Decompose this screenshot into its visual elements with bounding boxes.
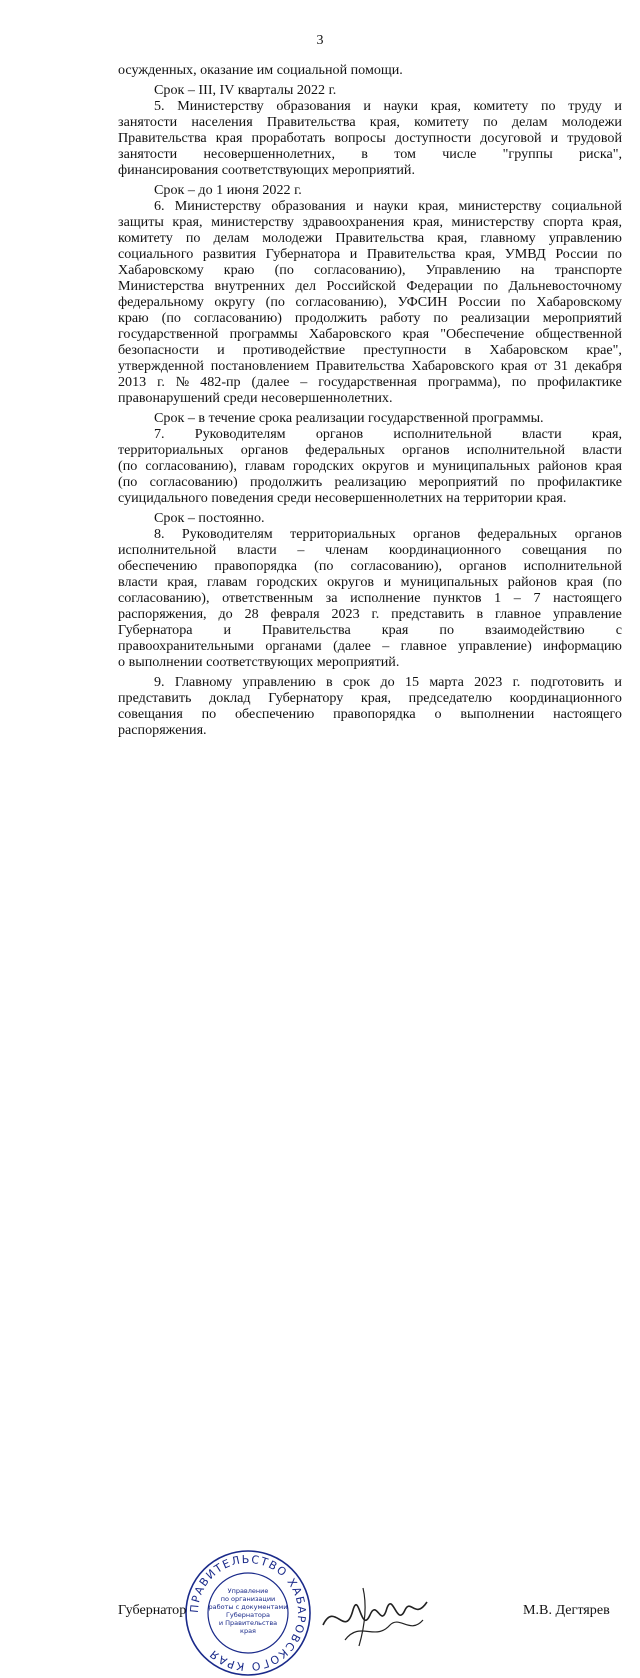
- seal-inner-line: Губернатора: [225, 1611, 271, 1619]
- word: Хабаровском: [489, 342, 568, 358]
- word: (по: [602, 574, 622, 590]
- word: в: [361, 146, 368, 162]
- word: края,: [369, 114, 400, 130]
- word: 2023: [474, 674, 503, 690]
- word: главам: [244, 458, 285, 474]
- text-line: [118, 230, 622, 246]
- word: (по: [118, 474, 138, 490]
- word: власти: [582, 442, 622, 458]
- word: программа),: [427, 374, 501, 390]
- text-line: [118, 474, 622, 490]
- text-line: [118, 246, 622, 262]
- word: (далее: [251, 374, 290, 390]
- signer-name: М.В. Дегтярев: [523, 1602, 610, 1618]
- word: 7: [533, 590, 541, 606]
- seal-inner-line: и Правительства: [218, 1619, 278, 1627]
- word: декабря: [574, 358, 622, 374]
- word: обеспечению: [118, 558, 198, 574]
- text-line: суицидального поведения среди несовершеннолетних на территории края.: [118, 490, 567, 506]
- word: по: [607, 246, 622, 262]
- word: пунктов: [433, 590, 482, 606]
- word: ответственным: [222, 590, 314, 606]
- word: занятости: [118, 146, 178, 162]
- text-line: [118, 214, 622, 230]
- word: программы: [229, 326, 298, 342]
- word: (по: [265, 294, 285, 310]
- word: доступности: [394, 130, 472, 146]
- seal-inner-line: Управление: [227, 1587, 269, 1595]
- word: и: [355, 198, 364, 214]
- word: –: [300, 374, 308, 390]
- word: органов: [402, 442, 450, 458]
- word: транспорте: [554, 262, 622, 278]
- word: Губернатору: [268, 690, 344, 706]
- seal-inner-line: работы с документами: [208, 1603, 288, 1611]
- word: профилактике: [537, 374, 622, 390]
- text-line: распоряжения.: [118, 722, 207, 738]
- word: работу: [380, 310, 421, 326]
- word: 2023: [331, 606, 360, 622]
- word: государственная: [318, 374, 417, 390]
- text-line: [118, 146, 622, 162]
- word: Правительства: [315, 358, 405, 374]
- word: округов: [327, 574, 375, 590]
- word: главное: [495, 606, 542, 622]
- text-line: [154, 526, 622, 542]
- word: "группы: [502, 146, 553, 162]
- text-line: Срок – постоянно.: [154, 510, 265, 526]
- word: районов: [507, 574, 557, 590]
- word: краю: [223, 262, 255, 278]
- word: Управлению: [425, 262, 501, 278]
- word: правоохранительными: [118, 638, 254, 654]
- signer-title: Губернатор: [118, 1602, 187, 1618]
- word: правопорядка: [333, 706, 416, 722]
- word: федеральному: [118, 294, 204, 310]
- text-line: [118, 638, 622, 654]
- word: реализацию: [334, 474, 407, 490]
- word: молодежи: [262, 230, 323, 246]
- word: (по: [161, 310, 181, 326]
- word: управление: [552, 606, 622, 622]
- word: городских: [292, 458, 354, 474]
- word: февраля: [270, 606, 320, 622]
- signature-block: [0, 780, 640, 1674]
- word: координационного: [509, 690, 622, 706]
- word: территориальных: [118, 442, 224, 458]
- word: г.: [157, 374, 165, 390]
- word: по: [511, 294, 526, 310]
- word: и: [614, 674, 622, 690]
- word: делам: [511, 114, 548, 130]
- word: №: [175, 374, 190, 390]
- word: края,: [465, 246, 496, 262]
- word: и: [416, 458, 425, 474]
- word: информацию: [543, 638, 622, 654]
- word: министерству: [211, 214, 294, 230]
- word: округов: [361, 458, 409, 474]
- word: науки: [383, 98, 419, 114]
- word: настоящего: [553, 706, 622, 722]
- text-line: [154, 674, 622, 690]
- word: продолжить: [250, 474, 323, 490]
- word: 8.: [154, 526, 165, 542]
- word: риска",: [578, 146, 622, 162]
- word: и: [349, 246, 358, 262]
- word: 7.: [154, 426, 165, 442]
- word: реализации: [460, 310, 530, 326]
- word: молодежи: [561, 114, 622, 130]
- word: представить: [391, 606, 465, 622]
- word: утвержденной: [118, 358, 204, 374]
- word: представить: [118, 690, 192, 706]
- word: согласованию),: [314, 262, 406, 278]
- word: профилактике: [537, 474, 622, 490]
- word: согласованию),: [145, 458, 237, 474]
- word: края: [215, 130, 243, 146]
- word: муниципальных: [432, 458, 531, 474]
- word: Министерству: [177, 98, 264, 114]
- text-line: Срок – до 1 июня 2022 г.: [154, 182, 302, 198]
- word: органов: [459, 558, 507, 574]
- word: комитету: [118, 230, 173, 246]
- text-line: [118, 590, 622, 606]
- word: защиты: [118, 214, 164, 230]
- word: спорта: [542, 214, 584, 230]
- word: районов: [538, 458, 588, 474]
- word: Дальневосточному: [508, 278, 622, 294]
- word: занятости: [118, 114, 178, 130]
- word: общественной: [535, 326, 622, 342]
- word: Главному: [174, 674, 233, 690]
- word: взаимодействию: [485, 622, 585, 638]
- word: –: [513, 590, 521, 606]
- text-line: финансирования соответствующих мероприятий.: [118, 162, 415, 178]
- word: и: [363, 98, 371, 114]
- text-line: [118, 262, 622, 278]
- word: и: [217, 342, 225, 358]
- word: по: [433, 310, 448, 326]
- word: до: [218, 606, 233, 622]
- word: распоряжения,: [118, 606, 207, 622]
- text-line: о выполнении соответствующих мероприятий.: [118, 654, 400, 670]
- word: городских: [256, 574, 318, 590]
- word: по: [607, 542, 622, 558]
- word: главам: [206, 574, 247, 590]
- word: исполнительной: [393, 426, 492, 442]
- word: (далее: [333, 638, 371, 654]
- word: и: [550, 130, 559, 146]
- word: развития: [202, 246, 257, 262]
- word: о: [434, 706, 442, 722]
- word: здравоохранения: [302, 214, 405, 230]
- word: выполнении: [460, 706, 535, 722]
- word: Хабаровскому: [118, 262, 204, 278]
- word: марта: [429, 674, 464, 690]
- seal-inner-line: по организации: [220, 1595, 276, 1603]
- word: и: [223, 622, 232, 638]
- word: Правительства: [335, 230, 425, 246]
- word: управление): [458, 638, 532, 654]
- word: и: [614, 98, 622, 114]
- word: края,: [360, 690, 392, 706]
- word: власти: [237, 542, 277, 558]
- word: "Обеспечение: [440, 326, 525, 342]
- word: от: [534, 358, 548, 374]
- text-line: [118, 458, 622, 474]
- word: мероприятий: [418, 474, 498, 490]
- word: (по: [274, 262, 294, 278]
- word: Правительства: [366, 246, 456, 262]
- word: социального: [118, 246, 194, 262]
- word: края: [566, 574, 594, 590]
- word: населения: [191, 114, 253, 130]
- text-line: Срок – III, IV кварталы 2022 г.: [154, 82, 337, 98]
- word: края: [402, 326, 430, 342]
- word: федеральных: [305, 442, 385, 458]
- word: несовершеннолетних,: [203, 146, 335, 162]
- word: края,: [591, 214, 622, 230]
- text-line: [118, 326, 622, 342]
- word: координационного: [388, 542, 502, 558]
- word: проработать: [251, 130, 326, 146]
- word: края,: [412, 214, 444, 230]
- handwritten-signature: [315, 1580, 435, 1650]
- word: по: [439, 622, 454, 638]
- word: края: [500, 358, 528, 374]
- word: продолжить: [294, 310, 368, 326]
- word: комитету: [414, 114, 469, 130]
- official-seal: [183, 1548, 313, 1678]
- word: членам: [325, 542, 369, 558]
- word: УФСИН: [397, 294, 448, 310]
- word: с: [615, 622, 622, 638]
- word: внутренних: [214, 278, 286, 294]
- text-line: [154, 98, 622, 114]
- word: управлению: [548, 230, 622, 246]
- word: края: [381, 622, 409, 638]
- word: федеральных: [477, 526, 558, 542]
- word: по: [201, 706, 217, 722]
- word: Хабаровского: [308, 326, 392, 342]
- word: согласованию),: [295, 294, 388, 310]
- text-line: [154, 426, 622, 442]
- word: правопорядка: [214, 558, 298, 574]
- word: –: [382, 638, 390, 654]
- word: 5.: [154, 98, 165, 114]
- word: (по: [118, 458, 138, 474]
- word: и: [383, 574, 392, 590]
- word: согласованию),: [350, 558, 443, 574]
- text-line: [118, 310, 622, 326]
- word: числе: [442, 146, 477, 162]
- word: органов: [315, 426, 364, 442]
- word: безопасности: [118, 342, 199, 358]
- word: трудовой: [567, 130, 622, 146]
- word: по: [540, 98, 556, 114]
- text-line: [118, 542, 622, 558]
- text-line: [118, 374, 622, 390]
- word: образования: [276, 98, 351, 114]
- word: краю: [118, 310, 149, 326]
- word: округу: [214, 294, 256, 310]
- text-line: [118, 558, 622, 574]
- word: края,: [172, 214, 203, 230]
- text-line: [118, 294, 622, 310]
- word: преступности: [363, 342, 447, 358]
- word: г.: [371, 606, 380, 622]
- word: в: [476, 606, 484, 622]
- word: края,: [437, 230, 468, 246]
- text-line: [118, 622, 622, 638]
- word: (по: [314, 558, 334, 574]
- word: –: [297, 542, 305, 558]
- word: вопросы: [334, 130, 386, 146]
- word: России: [555, 246, 598, 262]
- word: министерству: [458, 198, 542, 214]
- word: власти: [521, 426, 562, 442]
- svg-text:ПРАВИТЕЛЬСТВО ХАБАРОВСКОГО КРА: ПРАВИТЕЛЬСТВО ХАБАРОВСКОГО КРАЯ: [187, 1552, 309, 1674]
- word: Правительства: [118, 130, 207, 146]
- word: власти: [118, 574, 158, 590]
- word: крае",: [586, 342, 622, 358]
- word: науки: [373, 198, 409, 214]
- word: срок: [342, 674, 371, 690]
- word: по: [483, 114, 498, 130]
- word: Федерации: [406, 278, 473, 294]
- word: Хабаровскому: [536, 294, 622, 310]
- text-line: осужденных, оказание им социальной помощи.: [118, 62, 403, 78]
- word: 15: [404, 674, 420, 690]
- text-line: правонарушений среди несовершеннолетних.: [118, 390, 393, 406]
- word: мероприятий: [542, 310, 622, 326]
- word: края,: [418, 198, 449, 214]
- word: в: [326, 674, 333, 690]
- word: края,: [591, 426, 622, 442]
- word: органов: [574, 526, 622, 542]
- word: края: [595, 458, 622, 474]
- word: исполнительной: [523, 558, 622, 574]
- text-line: [118, 690, 622, 706]
- word: г.: [512, 674, 521, 690]
- word: государственной: [118, 326, 219, 342]
- word: 6.: [154, 198, 165, 214]
- text-line: [118, 358, 622, 374]
- word: края,: [430, 98, 461, 114]
- word: 2013: [118, 374, 147, 390]
- word: до: [380, 674, 395, 690]
- word: согласованию): [149, 474, 238, 490]
- word: председателю: [408, 690, 493, 706]
- word: органами: [265, 638, 322, 654]
- word: исполнительной: [118, 542, 217, 558]
- seal-inner-line: края: [240, 1627, 256, 1635]
- word: Министерству: [174, 198, 262, 214]
- text-line: [118, 342, 622, 358]
- word: социальной: [551, 198, 622, 214]
- word: на: [520, 262, 535, 278]
- word: территориальных: [290, 526, 396, 542]
- word: подготовить: [530, 674, 605, 690]
- word: Руководителям: [181, 526, 273, 542]
- word: Руководителям: [194, 426, 286, 442]
- word: управлению: [242, 674, 316, 690]
- word: по: [185, 230, 201, 246]
- word: по: [511, 374, 527, 390]
- word: 482-пр: [200, 374, 241, 390]
- word: в: [464, 342, 472, 358]
- word: муниципальных: [400, 574, 499, 590]
- text-line: [118, 606, 622, 622]
- word: совещания: [118, 706, 183, 722]
- word: настоящего: [553, 590, 622, 606]
- text-line: [118, 574, 622, 590]
- word: согласованию): [193, 310, 282, 326]
- word: постановлением: [210, 358, 310, 374]
- word: комитету: [473, 98, 529, 114]
- word: главное: [400, 638, 447, 654]
- word: доклад: [209, 690, 251, 706]
- word: обеспечению: [234, 706, 315, 722]
- word: делам: [213, 230, 250, 246]
- word: Губернатора: [265, 246, 341, 262]
- word: том: [394, 146, 416, 162]
- page-number: 3: [316, 33, 324, 48]
- word: по: [483, 278, 499, 294]
- word: по: [510, 474, 525, 490]
- text-line: [118, 442, 622, 458]
- text-line: [118, 130, 622, 146]
- word: совещания: [521, 542, 587, 558]
- word: противодействие: [242, 342, 346, 358]
- word: края,: [167, 574, 198, 590]
- word: дел: [295, 278, 316, 294]
- word: 31: [554, 358, 569, 374]
- word: 28: [244, 606, 259, 622]
- word: Правительства: [262, 622, 351, 638]
- word: досуговой: [480, 130, 542, 146]
- text-line: [154, 198, 622, 214]
- word: 1: [494, 590, 502, 606]
- word: Губернатора: [118, 622, 193, 638]
- text-line: Срок – в течение срока реализации государственной программы.: [154, 410, 544, 426]
- word: УМВД: [504, 246, 546, 262]
- word: органов: [240, 442, 289, 458]
- word: Хабаровского: [411, 358, 494, 374]
- word: исполнительной: [466, 442, 566, 458]
- text-line: [118, 278, 622, 294]
- word: России: [458, 294, 501, 310]
- word: труду: [568, 98, 602, 114]
- word: Российской: [326, 278, 396, 294]
- word: министерству: [451, 214, 535, 230]
- word: 9.: [154, 674, 165, 690]
- word: исполнение: [350, 590, 421, 606]
- word: главному: [480, 230, 536, 246]
- word: за: [325, 590, 338, 606]
- word: Министерства: [118, 278, 205, 294]
- text-line: [118, 706, 622, 722]
- word: согласованию),: [118, 590, 210, 606]
- text-line: [118, 114, 622, 130]
- word: образования: [271, 198, 346, 214]
- word: Правительства: [266, 114, 356, 130]
- word: органов: [412, 526, 461, 542]
